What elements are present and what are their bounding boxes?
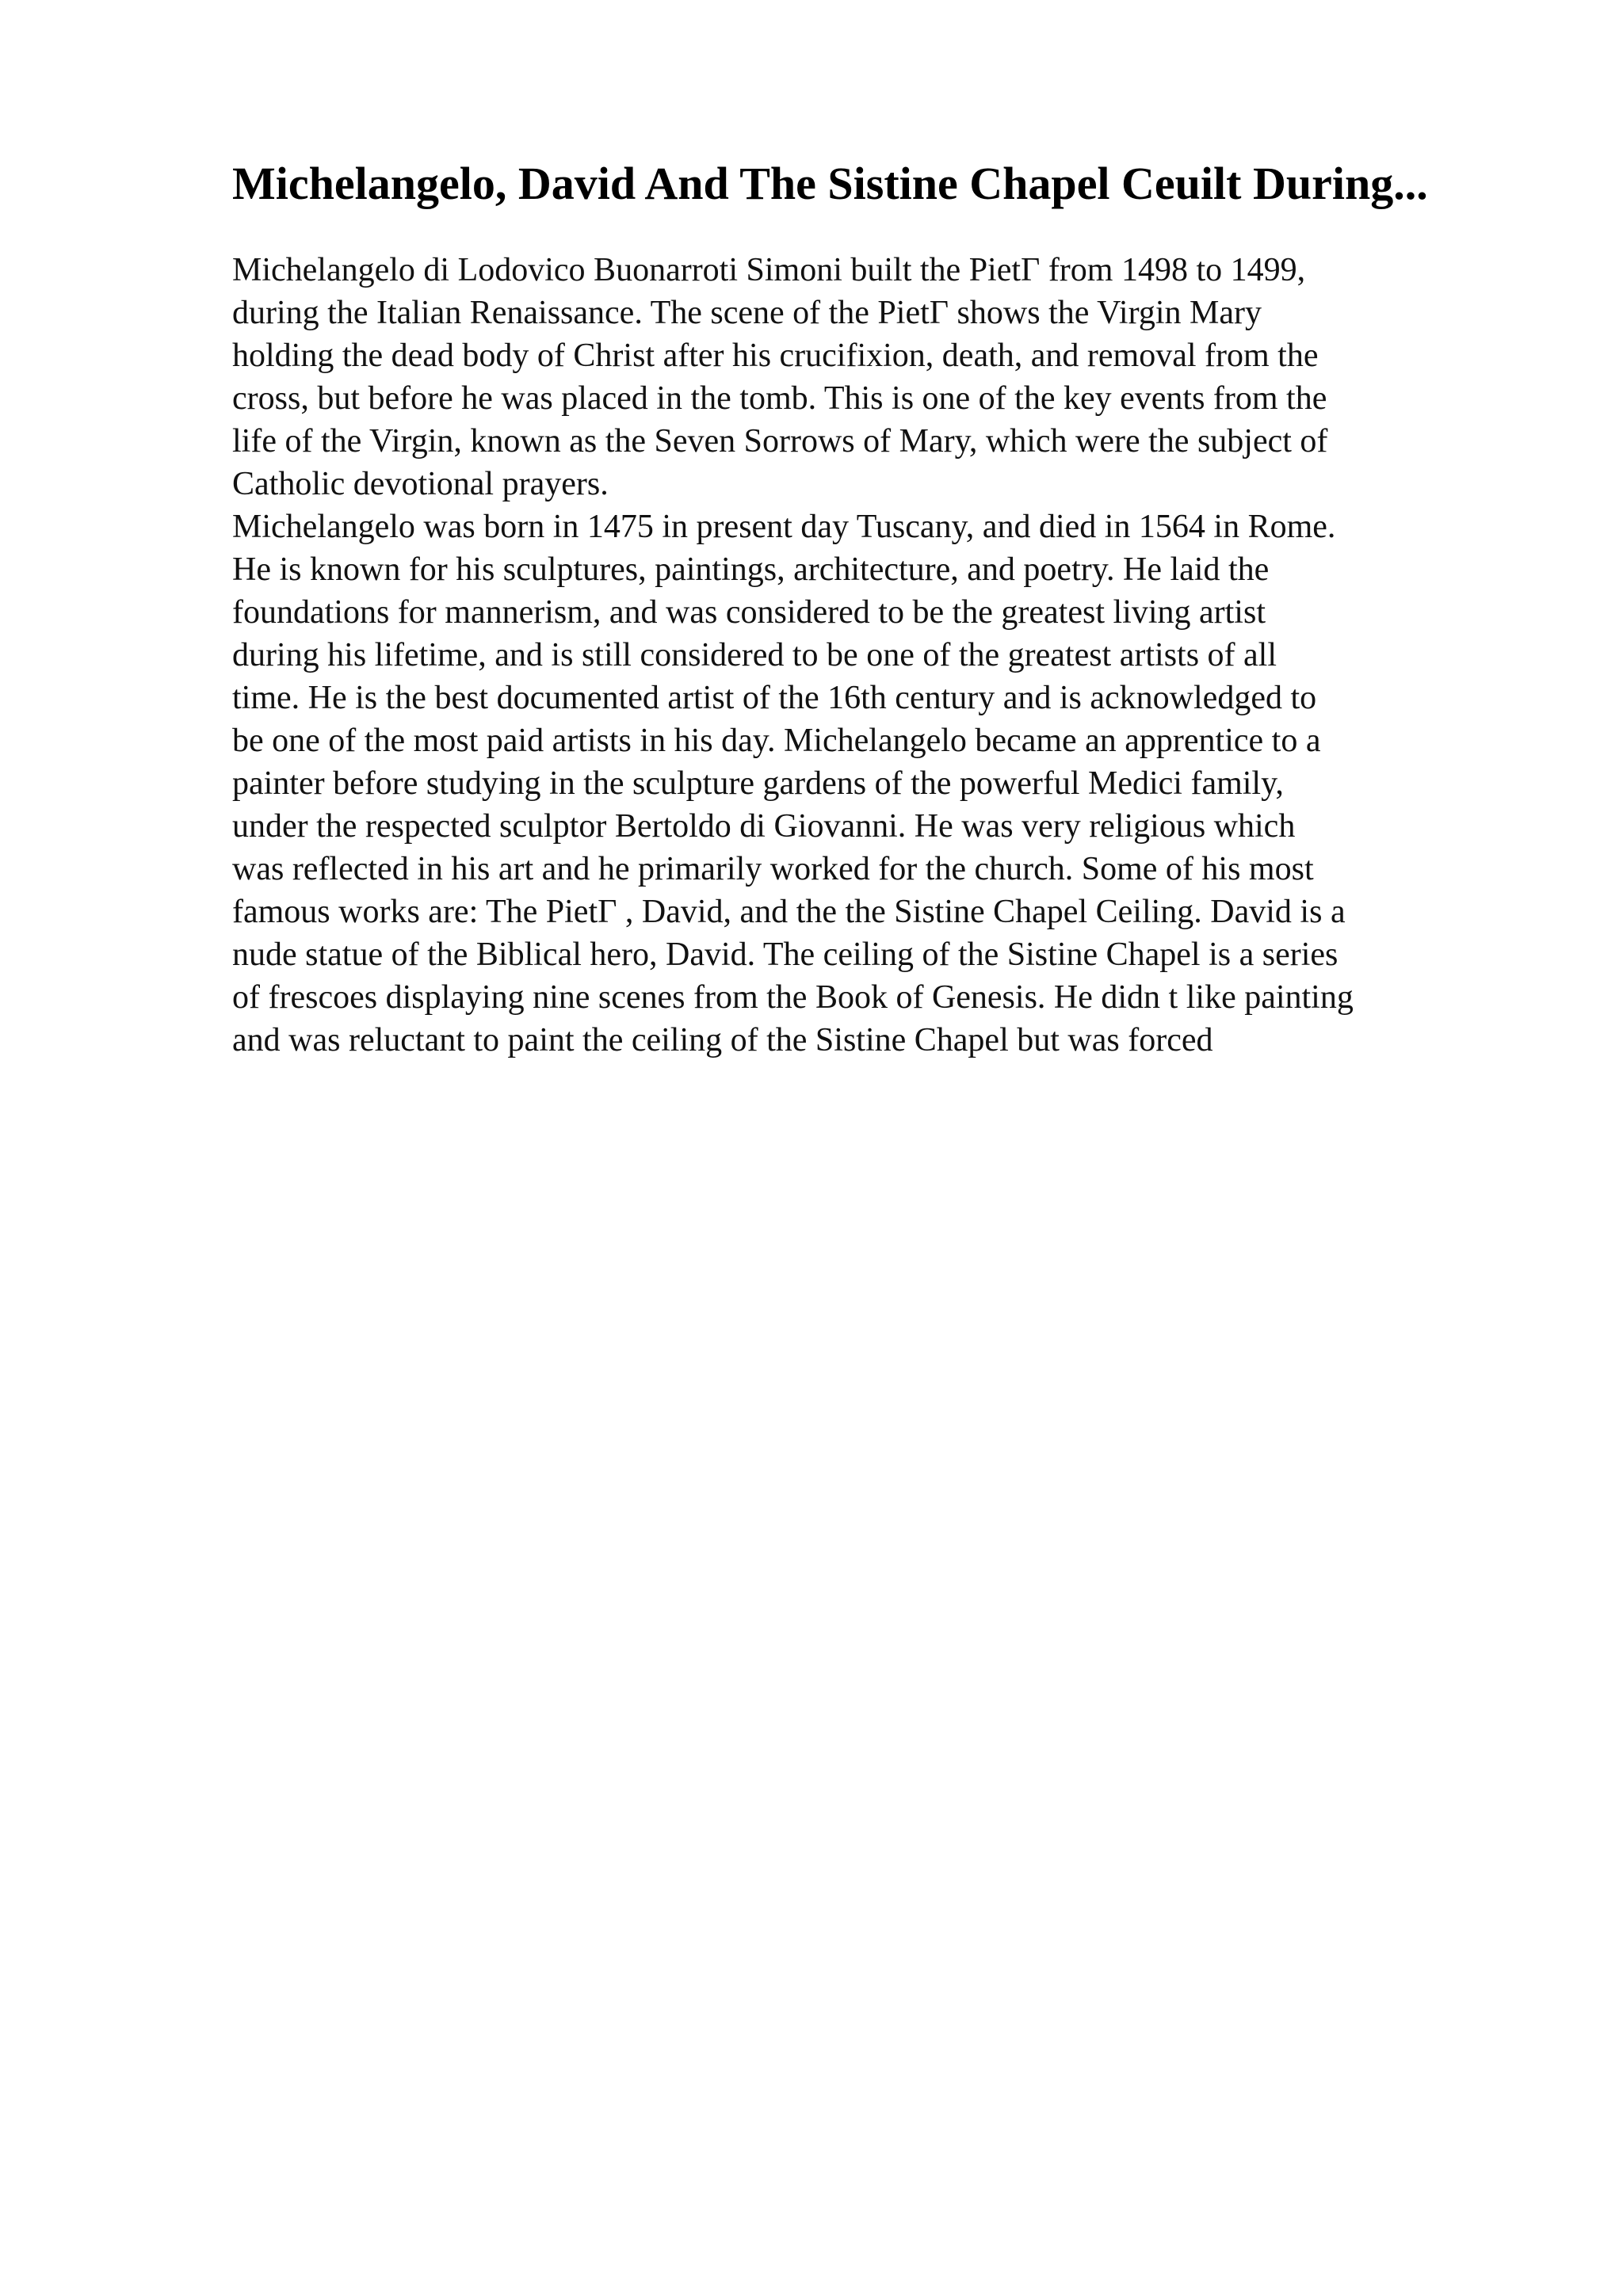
text-line: of frescoes displaying nine scenes from the Book of Genesis. He didn t like painting <box>232 979 1354 1016</box>
text-line: be one of the most paid artists in his day. Michelangelo became an apprentice to a <box>232 723 1321 759</box>
text-line: under the respected sculptor Bertoldo di Giovanni. He was very religious which <box>232 808 1296 845</box>
text-line: time. He is the best documented artist of the 16th century and is acknowledged to <box>232 680 1317 716</box>
text-line: Michelangelo di Lodovico Buonarroti Simoni built the PietΓ from 1498 to 1499, <box>232 252 1306 288</box>
text-line: life of the Virgin, known as the Seven Sorrows of Mary, which were the subject of <box>232 423 1328 460</box>
document-body <box>232 249 1579 1062</box>
text-line: was reflected in his art and he primarily worked for the church. Some of his most <box>232 851 1314 887</box>
text-line: cross, but before he was placed in the tomb. This is one of the key events from the <box>232 380 1327 417</box>
text-line: He is known for his sculptures, paintings, architecture, and poetry. He laid the <box>232 551 1270 588</box>
text-line: during the Italian Renaissance. The scene of the PietΓ shows the Virgin Mary <box>232 295 1262 331</box>
text-line: foundations for mannerism, and was considered to be the greatest living artist <box>232 594 1266 631</box>
text-line: famous works are: The PietΓ , David, and the the Sistine Chapel Ceiling. David is a <box>232 894 1346 930</box>
text-line: during his lifetime, and is still considered to be one of the greatest artists of all <box>232 637 1277 673</box>
text-line: painter before studying in the sculpture gardens of the powerful Medici family, <box>232 765 1284 802</box>
text-line: and was reluctant to paint the ceiling of the Sistine Chapel but was forced <box>232 1022 1213 1058</box>
text-line: nude statue of the Biblical hero, David. The ceiling of the Sistine Chapel is a series <box>232 936 1338 973</box>
text-line: Catholic devotional prayers. <box>232 466 609 502</box>
document-title: Michelangelo, David And The Sistine Chapel Ceuilt During... <box>232 158 1428 209</box>
text-line: holding the dead body of Christ after his crucifixion, death, and removal from the <box>232 338 1319 374</box>
text-line: Michelangelo was born in 1475 in present day Tuscany, and died in 1564 in Rome. <box>232 509 1336 545</box>
